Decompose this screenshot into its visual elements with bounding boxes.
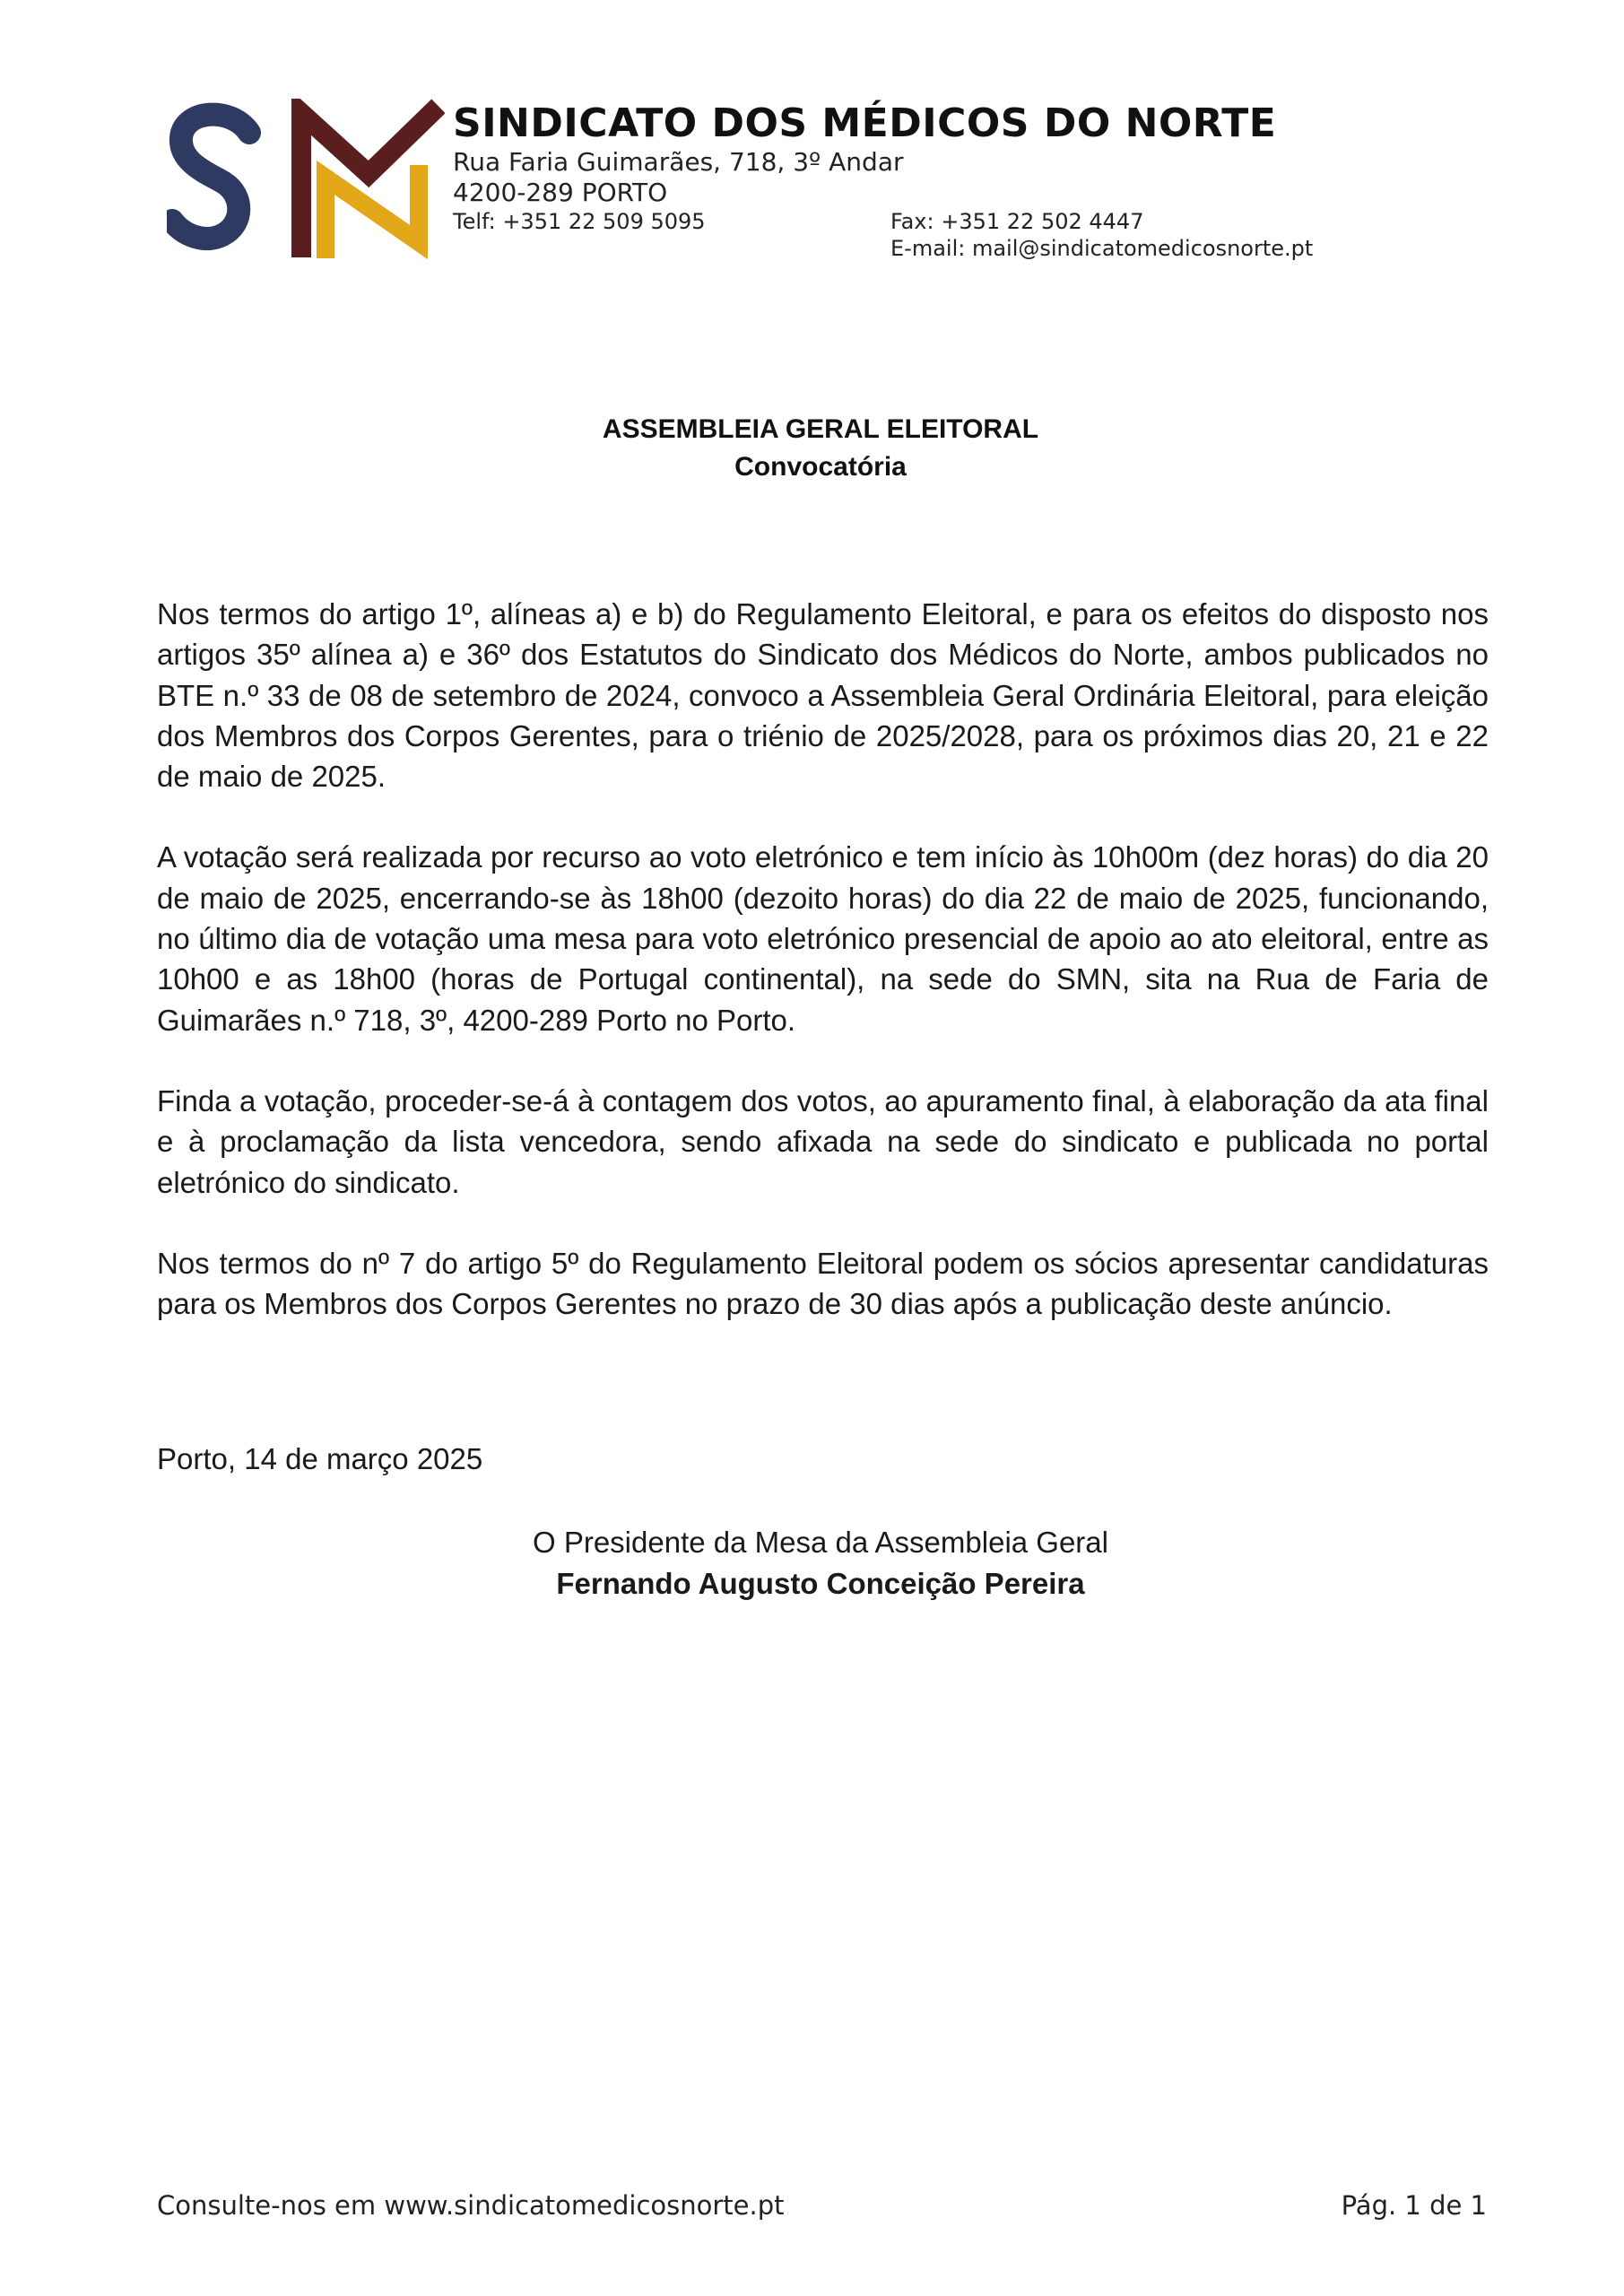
date-line: Porto, 14 de março 2025 xyxy=(157,1442,483,1475)
logo-letter-s xyxy=(172,115,249,239)
body-paragraph: Nos termos do artigo 1º, alíneas a) e b) do Regulamento Eleitoral, e para os efeitos do disposto nos artigos 35º alínea a) e 36º dos Estatutos do Sindicato dos Médicos do Norte, ambos publicados no BTE n.º 33 de 08 de setembro de 2024, convoco a Assembleia Geral Ordinária Eleitoral, para eleição dos Membros dos Corpos Gerentes, para o triénio de 2025/2028, para os próximos dias 20, 21 e 22 de maio de 2025. xyxy=(157,597,1489,794)
document-title: ASSEMBLEIA GERAL ELEITORAL xyxy=(602,414,1039,444)
body-paragraph: Finda a votação, proceder-se-á à contagem dos votos, ao apuramento final, à elaboração da ata final e à proclamação da lista vencedora, sendo afixada na sede do sindicato e publicada no portal eletrónico do sindicato. xyxy=(157,1083,1489,1199)
document-heading xyxy=(0,411,1624,486)
footer-website: Consulte-nos em www.sindicatomedicosnorte.pt xyxy=(157,2190,785,2221)
email-address: E-mail: mail@sindicatomedicosnorte.pt xyxy=(890,236,1314,261)
logo-letter-n xyxy=(326,174,419,249)
fax-number: Fax: +351 22 502 4447 xyxy=(890,209,1144,234)
address-line-1: Rua Faria Guimarães, 718, 3º Andar xyxy=(453,147,904,177)
body-paragraph: Nos termos do nº 7 do artigo 5º do Regulamento Eleitoral podem os sócios apresentar candidaturas para os Membros dos Corpos Gerentes no prazo de 30 dias após a publicação deste anúncio. xyxy=(157,1246,1489,1321)
document-subtitle: Convocatória xyxy=(734,452,907,482)
document-body xyxy=(157,594,1489,1324)
signature-block xyxy=(0,1522,1624,1605)
signature-role: O Presidente da Mesa da Assembleia Geral xyxy=(532,1526,1108,1559)
phone-number: Telf: +351 22 509 5095 xyxy=(453,209,706,234)
address-line-2: 4200-289 PORTO xyxy=(453,178,668,207)
footer-page-number: Pág. 1 de 1 xyxy=(1341,2190,1487,2221)
body-paragraph: A votação será realizada por recurso ao voto eletrónico e tem início às 10h00m (dez horas) do dia 20 de maio de 2025, encerrando-se às 18h00 (dezoito horas) do dia 22 de maio de 2025, funcionando, no último dia de votação uma mesa para voto eletrónico presencial de apoio ao ato eleitoral, entre as 10h00 e as 18h00 (horas de Portugal continental), na sede do SMN, sita na Rua de Faria de Guimarães n.º 718, 3º, 4200-289 Porto no Porto. xyxy=(157,840,1489,1037)
smn-logo-icon xyxy=(167,99,445,260)
signature-name: Fernando Augusto Conceição Pereira xyxy=(556,1567,1085,1600)
org-name: SINDICATO DOS MÉDICOS DO NORTE xyxy=(453,100,1277,146)
